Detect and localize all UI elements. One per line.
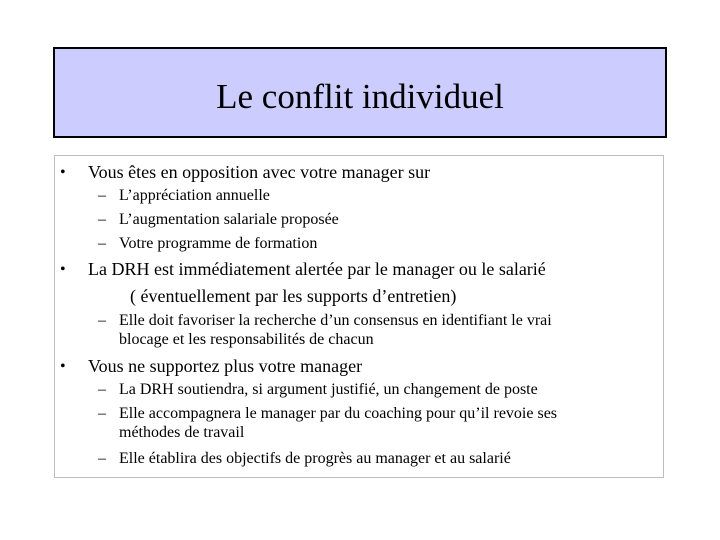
sub-bullet-marker: – xyxy=(98,312,106,329)
bullet-1-sub-2: L’augmentation salariale proposée xyxy=(119,211,339,228)
bullet-marker: • xyxy=(60,261,66,278)
bullet-1-sub-1: L’appréciation annuelle xyxy=(119,187,270,204)
sub-bullet-marker: – xyxy=(98,405,106,422)
bullet-2-sub-1-continued: blocage et les responsabilités de chacun xyxy=(119,331,374,348)
bullet-3-sub-3: Elle établira des objectifs de progrès au manager et au salarié xyxy=(119,450,511,467)
title-box xyxy=(53,47,667,138)
sub-bullet-marker: – xyxy=(98,211,106,228)
sub-bullet-marker: – xyxy=(98,381,106,398)
bullet-3-sub-2-continued: méthodes de travail xyxy=(119,424,245,441)
bullet-2-text: La DRH est immédiatement alertée par le manager ou le salarié xyxy=(88,259,546,279)
bullet-marker: • xyxy=(60,164,66,181)
sub-bullet-marker: – xyxy=(98,235,106,252)
bullet-1-text: Vous êtes en opposition avec votre manager sur xyxy=(88,162,431,182)
bullet-marker: • xyxy=(60,358,66,375)
bullet-2-text-continued: ( éventuellement par les supports d’entretien) xyxy=(130,286,457,306)
bullet-3-sub-2: Elle accompagnera le manager par du coaching pour qu’il revoie ses xyxy=(119,405,558,422)
bullet-3-sub-1: La DRH soutiendra, si argument justifié, un changement de poste xyxy=(119,381,538,398)
bullet-1-sub-3: Votre programme de formation xyxy=(119,235,318,252)
bullet-2-sub-1: Elle doit favoriser la recherche d’un consensus en identifiant le vrai xyxy=(119,312,552,329)
bullet-3-text: Vous ne supportez plus votre manager xyxy=(88,356,363,376)
sub-bullet-marker: – xyxy=(98,450,106,467)
slide-title: Le conflit individuel xyxy=(216,76,504,116)
sub-bullet-marker: – xyxy=(98,187,106,204)
